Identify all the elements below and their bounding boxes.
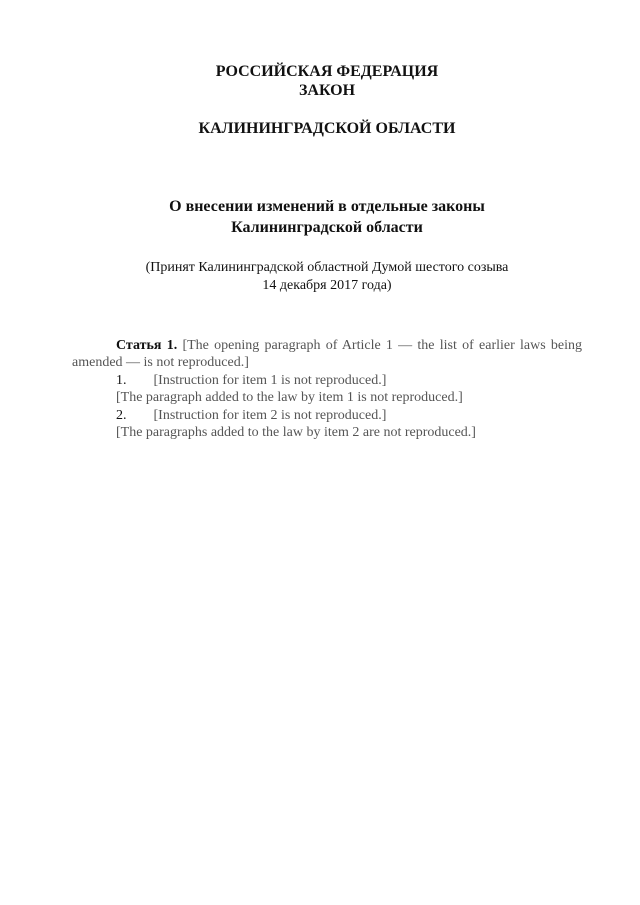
amendment-item-1-text: [Instruction for item 1 is not reproduced.] — [153, 372, 387, 388]
header-federation: РОССИЙСКАЯ ФЕДЕРАЦИЯ — [215, 63, 439, 80]
title-line-1: О внесении изменений в отдельные законы — [169, 198, 485, 215]
header-law: ЗАКОН — [298, 82, 356, 99]
law-title — [72, 196, 582, 238]
amendment-item-2-text: [Instruction for item 2 is not reproduced.] — [153, 407, 387, 423]
article-1-text: [The opening paragraph of Article 1 — the list of earlier laws being amended — is not reproduced.] — [72, 338, 583, 371]
article-1 — [72, 337, 582, 441]
adoption-note — [72, 259, 582, 295]
amendment-item-1-quote: [The paragraph added to the law by item 1 is not reproduced.] — [116, 390, 463, 406]
article-1-intro — [72, 337, 582, 372]
amendment-item-1 — [72, 372, 582, 389]
amendment-item-2 — [72, 407, 582, 424]
amendment-item-1-number: 1. — [116, 372, 127, 388]
amendment-item-2-quote: [The paragraphs added to the law by item 2 are not reproduced.] — [116, 425, 476, 441]
adoption-note-line-2: 14 декабря 2017 года) — [262, 278, 392, 293]
header-region: КАЛИНИНГРАДСКОЙ ОБЛАСТИ — [198, 120, 456, 137]
article-1-label: Статья 1. — [116, 338, 178, 353]
adoption-note-line-1: (Принят Калининградской областной Думой шестого созыва — [145, 260, 509, 275]
amendment-item-2-number: 2. — [116, 407, 127, 423]
title-line-2: Калининградской области — [231, 219, 423, 236]
